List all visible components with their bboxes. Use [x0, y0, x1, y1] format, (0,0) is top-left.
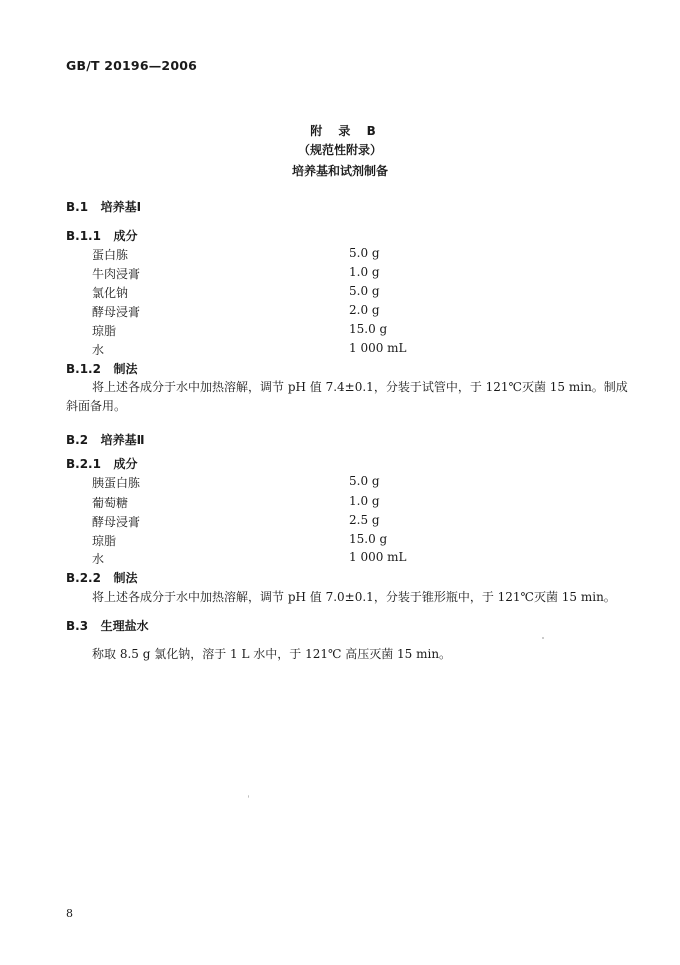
method-text-line: 将上述各成分于水中加热溶解，调节 pH 值 7.4±0.1，分装于试管中，于 121℃灭菌 15 min。制成	[92, 380, 628, 394]
annex-name: 培养基和试剂制备	[291, 164, 388, 178]
subsection-heading	[66, 360, 138, 377]
standard-number: GB/T 20196—2006	[66, 58, 198, 73]
ingredient-amount: 2.5 g	[349, 513, 380, 527]
ingredient-amount: 15.0 g	[349, 322, 388, 336]
ingredient-name: 蛋白胨	[92, 248, 129, 262]
ingredient-amount: 1 000 mL	[349, 550, 407, 564]
method-text-line: 斜面备用。	[66, 399, 127, 413]
section-title: 培养基Ⅱ	[100, 433, 145, 447]
section-number: B.3	[66, 619, 89, 633]
subsection-title: 成分	[113, 457, 138, 471]
subsection-number: B.1.2	[66, 362, 101, 376]
scan-speck	[248, 795, 249, 798]
subsection-heading	[66, 569, 138, 586]
method-text-line: 将上述各成分于水中加热溶解，调节 pH 值 7.0±0.1，分装于锥形瓶中，于 121℃灭菌 15 min。	[92, 590, 616, 604]
section-title: 培养基Ⅰ	[100, 200, 142, 214]
section-number: B.1	[66, 200, 89, 214]
annex-title: 附 录 B	[310, 124, 382, 138]
scan-speck	[542, 637, 544, 639]
ingredient-name: 酵母浸膏	[92, 515, 141, 529]
ingredient-amount: 1.0 g	[349, 494, 380, 508]
ingredient-amount: 15.0 g	[349, 532, 388, 546]
ingredient-name: 牛肉浸膏	[92, 267, 141, 281]
subsection-title: 成分	[113, 229, 138, 243]
section-heading	[66, 198, 141, 215]
ingredient-name: 酵母浸膏	[92, 305, 141, 319]
ingredient-amount: 5.0 g	[349, 246, 380, 260]
subsection-title: 制法	[113, 571, 138, 585]
section-title: 生理盐水	[100, 619, 149, 633]
ingredient-amount: 5.0 g	[349, 474, 380, 488]
subsection-number: B.1.1	[66, 229, 101, 243]
annex-type: （规范性附录）	[297, 143, 382, 157]
ingredient-amount: 1.0 g	[349, 265, 380, 279]
ingredient-name: 氯化钠	[92, 286, 129, 300]
subsection-heading	[66, 227, 138, 244]
section-heading	[66, 617, 149, 634]
ingredient-name: 琼脂	[92, 324, 117, 338]
ingredient-name: 水	[92, 343, 105, 357]
ingredient-name: 葡萄糖	[92, 496, 129, 510]
subsection-number: B.2.1	[66, 457, 101, 471]
ingredient-amount: 5.0 g	[349, 284, 380, 298]
subsection-heading	[66, 455, 138, 472]
ingredient-name: 琼脂	[92, 534, 117, 548]
ingredient-amount: 2.0 g	[349, 303, 380, 317]
subsection-number: B.2.2	[66, 571, 101, 585]
page-number: 8	[66, 907, 73, 920]
ingredient-name: 胰蛋白胨	[92, 476, 141, 490]
section-heading	[66, 431, 145, 448]
method-text-line: 称取 8.5 g 氯化钠，溶于 1 L 水中，于 121℃ 高压灭菌 15 min。	[92, 647, 452, 661]
section-number: B.2	[66, 433, 89, 447]
ingredient-name: 水	[92, 552, 105, 566]
ingredient-amount: 1 000 mL	[349, 341, 407, 355]
subsection-title: 制法	[113, 362, 138, 376]
